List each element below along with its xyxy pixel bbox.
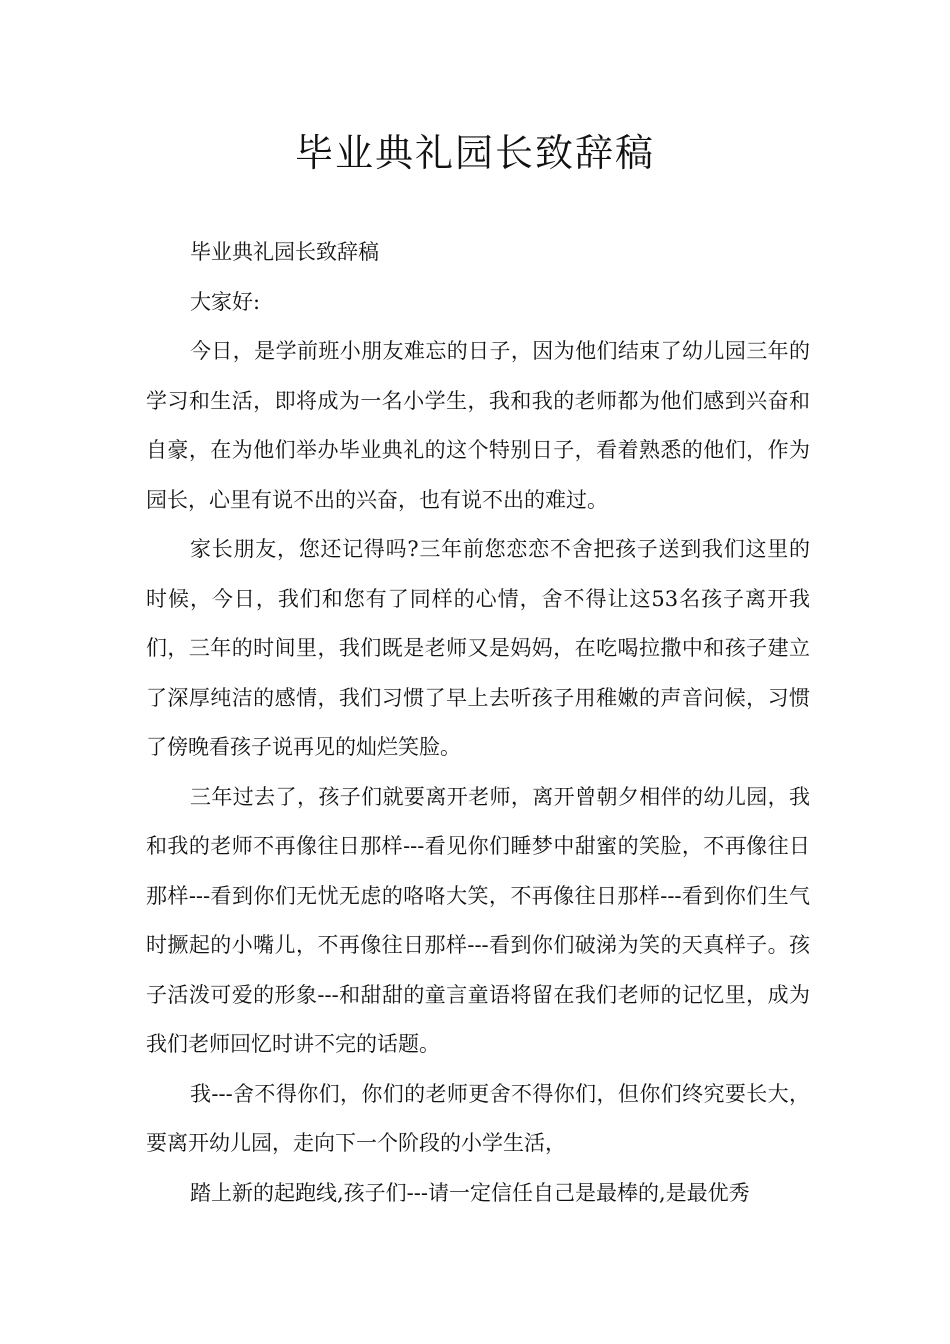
document-body [146,228,810,1218]
document-title: 毕业典礼园长致辞稿 [294,131,655,175]
paragraph-greeting: 大家好: [190,289,261,314]
paragraph: 家长朋友，您还记得吗?三年前您恋恋不舍把孩子送到我们这里的时候，今日，我们和您有了同样的心情，舍不得让这53名孩子离开我们，三年的时间里，我们既是老师又是妈妈，在吃喝拉撒中和孩子建立了深厚纯洁的感情，我们习惯了早上去听孩子用稚嫩的声音问候，习惯了傍晚看孩子说再见的灿烂笑脸。 [146,537,810,759]
paragraph: 三年过去了，孩子们就要离开老师，离开曾朝夕相伴的幼儿园，我和我的老师不再像往日那样---看见你们睡梦中甜蜜的笑脸，不再像往日那样---看到你们无忧无虑的咯咯大笑，不再像往日那样---看到你们生气时撅起的小嘴儿，不再像往日那样---看到你们破涕为笑的天真样子。孩子活泼可爱的形象---和甜甜的童言童语将留在我们老师的记忆里，成为我们老师回忆时讲不完的话题。 [146,784,810,1056]
paragraph-heading: 毕业典礼园长致辞稿 [190,240,379,264]
paragraph: 今日，是学前班小朋友难忘的日子，因为他们结束了幼儿园三年的学习和生活，即将成为一名小学生，我和我的老师都为他们感到兴奋和自豪，在为他们举办毕业典礼的这个特别日子，看着熟悉的他们，作为园长，心里有说不出的兴奋，也有说不出的难过。 [146,339,810,512]
paragraph: 我---舍不得你们，你们的老师更舍不得你们，但你们终究要长大，要离开幼儿园，走向下一个阶段的小学生活， [146,1081,810,1155]
paragraph: 踏上新的起跑线,孩子们---请一定信任自己是最棒的,是最优秀 [190,1180,750,1205]
